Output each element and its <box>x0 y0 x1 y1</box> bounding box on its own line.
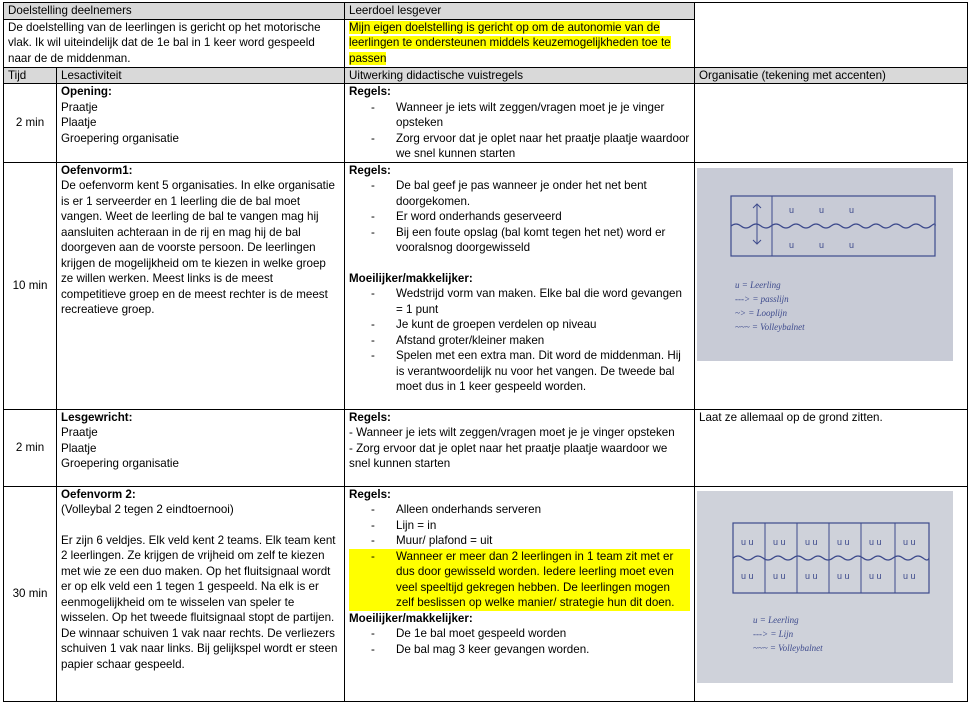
activity-line: Plaatje <box>61 116 97 129</box>
activity-text: De oefenvorm kent 5 organisaties. In elke organisatie is er 1 serveerder en 1 leerling die de bal moet vangen. Weet de leerling de bal te vangen mag hij aansluiten achteraan in de rij en mag hij de bal doorgeven aan de voorste persoon. De leerlingen krijgen de mogelijkheid om te kiezen in welke groep ze willen werken. Meest links is de meest competitieve groep en de meest rechter is de meest recreatieve groep. <box>61 179 335 316</box>
legend-line: ~> = Looplijn <box>735 307 788 318</box>
variation-item: - Wedstrijd vorm van maken. Elke bal die word gevangen = 1 punt <box>349 286 690 317</box>
rule-plain: - Wanneer je iets wilt zeggen/vragen moet je je vinger opsteken <box>349 426 675 439</box>
organisatie-drawing-1 <box>697 168 953 361</box>
activity-subtitle: (Volleybal 2 tegen 2 eindtoernooi) <box>61 503 234 516</box>
organisatie-cell <box>695 84 968 163</box>
legend-line: ---> = passlijn <box>735 293 789 304</box>
tijd-cell: 10 min <box>4 162 57 409</box>
table-row <box>4 486 968 701</box>
rule-item: - Bij een foute opslag (bal komt tegen het net) word er vooralsnog doorgewisseld <box>349 225 690 256</box>
svg-text:u u: u u <box>869 536 882 547</box>
svg-text:u: u <box>789 204 795 215</box>
rules-title: Regels: <box>349 487 391 501</box>
rules-title: Regels: <box>349 163 391 177</box>
variation-item: - De 1e bal moet gespeeld worden <box>349 626 690 642</box>
doelstelling-text: De doelstelling van de leerlingen is gericht op het motorische vlak. Ik wil uiteindelijk dat de 1e bal in 1 keer word gespeeld naar de de middenman. <box>4 19 345 67</box>
col-tijd: Tijd <box>4 67 57 84</box>
legend-line: ~~~ = Volleybalnet <box>735 321 805 332</box>
rule-item: - Alleen onderhands serveren <box>349 502 690 518</box>
table-row <box>4 409 968 486</box>
activity-text: Er zijn 6 veldjes. Elk veld kent 2 teams. Elk team kent 2 leerlingen. Ze krijgen de vrijheid om zelf te kiezen met wie ze een duo maken. Op het fluitsignaal wordt er op elk veld een 1 tegen 1 gespeeld. Na elk is er eenmogelijkheid om te wisselen van speler te wisselen. Op het tweede fluitsignaal stopt de partijen. De winnaar schuiven 1 vak naar rechts. De verliezers schuiven 1 vak naar links. Bij gelijkspel wordt er steen papier schaar gespeeld. <box>61 533 338 671</box>
lesson-plan-table <box>3 2 968 702</box>
rules-title: Regels: <box>349 85 391 98</box>
svg-text:u u: u u <box>741 570 754 581</box>
activity-cell <box>57 84 345 163</box>
activity-title: Oefenvorm1: <box>61 163 133 177</box>
doelstelling-title: Doelstelling deelnemers <box>4 3 345 20</box>
col-lesactiviteit: Lesactiviteit <box>57 67 345 84</box>
tijd-cell: 2 min <box>4 409 57 486</box>
rule-item: - Er word onderhands geserveerd <box>349 209 690 225</box>
leerdoel-cell <box>345 19 695 67</box>
activity-cell <box>57 486 345 701</box>
svg-text:u u: u u <box>805 536 818 547</box>
activity-title: Oefenvorm 2: <box>61 487 136 501</box>
tijd-cell: 30 min <box>4 486 57 701</box>
rule-item: - Lijn = in <box>349 518 690 534</box>
rule-item: - Zorg ervoor dat je oplet naar het praatje plaatje waardoor we snel kunnen starten <box>349 131 690 162</box>
organisatie-cell <box>695 486 968 701</box>
svg-text:u: u <box>789 239 795 250</box>
legend-line: ---> = Lijn <box>753 628 794 639</box>
svg-text:u u: u u <box>805 570 818 581</box>
activity-line: Praatje <box>61 426 98 439</box>
tijd-cell: 2 min <box>4 84 57 163</box>
rule-item: - Muur/ plafond = uit <box>349 533 690 549</box>
organisatie-text: Laat ze allemaal op de grond zitten. <box>695 409 968 486</box>
rules-cell <box>345 84 695 163</box>
rules-title: Regels: <box>349 410 391 424</box>
svg-text:u: u <box>849 204 855 215</box>
rules-cell <box>345 409 695 486</box>
col-organisatie: Organisatie (tekening met accenten) <box>695 67 968 84</box>
rule-item: - Wanneer je iets wilt zeggen/vragen moet je je vinger opsteken <box>349 100 690 131</box>
svg-text:u u: u u <box>837 570 850 581</box>
activity-cell <box>57 162 345 409</box>
variation-item: - Spelen met een extra man. Dit word de middenman. Hij is verantwoordelijk nu voor het vangen. De tweede bal moet dus in 1 keer gespeeld worden. <box>349 348 690 395</box>
svg-text:u: u <box>819 239 825 250</box>
activity-title: Lesgewricht: <box>61 410 133 424</box>
rule-plain: - Zorg ervoor dat je oplet naar het praatje plaatje waardoor we snel kunnen starten <box>349 441 668 470</box>
svg-text:u u: u u <box>903 536 916 547</box>
svg-text:u: u <box>849 239 855 250</box>
svg-text:u u: u u <box>773 536 786 547</box>
rules-cell <box>345 162 695 409</box>
organisatie-cell <box>695 162 968 409</box>
variation-item: - Afstand groter/kleiner maken <box>349 333 690 349</box>
activity-cell <box>57 409 345 486</box>
svg-text:u u: u u <box>837 536 850 547</box>
empty-cell <box>695 3 968 68</box>
activity-line: Praatje <box>61 100 98 114</box>
variation-item: - De bal mag 3 keer gevangen worden. <box>349 642 690 658</box>
svg-text:u: u <box>819 204 825 215</box>
svg-text:u u: u u <box>903 570 916 581</box>
legend-line: u = Leerling <box>753 614 799 625</box>
table-row <box>4 84 968 163</box>
svg-text:u u: u u <box>869 570 882 581</box>
variations-title: Moeilijker/makkelijker: <box>349 271 473 285</box>
activity-line: Plaatje <box>61 441 97 455</box>
activity-line: Groepering organisatie <box>61 131 179 145</box>
legend-line: ~~~ = Volleybalnet <box>753 642 823 653</box>
activity-line: Groepering organisatie <box>61 457 179 470</box>
variation-item: - Je kunt de groepen verdelen op niveau <box>349 317 690 333</box>
leerdoel-text: Mijn eigen doelstelling is gericht op om de autonomie van de leerlingen te ondersteunen middels keuzemogelijkheden toe te passen <box>349 20 671 65</box>
table-row <box>4 162 968 409</box>
svg-text:u u: u u <box>773 570 786 581</box>
rules-cell <box>345 486 695 701</box>
legend-line: u = Leerling <box>735 279 781 290</box>
variations-title: Moeilijker/makkelijker: <box>349 611 473 625</box>
rule-item-highlight: - Wanneer er meer dan 2 leerlingen in 1 team zit met er dus door gewisseld worden. Iedere leerling moet even veel speeltijd gekregen hebben. De leerlingen mogen zelf beslissen op welke manier/ strategie hun dit doen. <box>349 549 690 611</box>
col-uitwerking: Uitwerking didactische vuistregels <box>345 67 695 84</box>
rule-item: - De bal geef je pas wanneer je onder het net bent doorgekomen. <box>349 178 690 209</box>
activity-title: Opening: <box>61 85 112 98</box>
leerdoel-title: Leerdoel lesgever <box>345 3 695 20</box>
organisatie-drawing-2 <box>697 491 953 683</box>
svg-text:u u: u u <box>741 536 754 547</box>
